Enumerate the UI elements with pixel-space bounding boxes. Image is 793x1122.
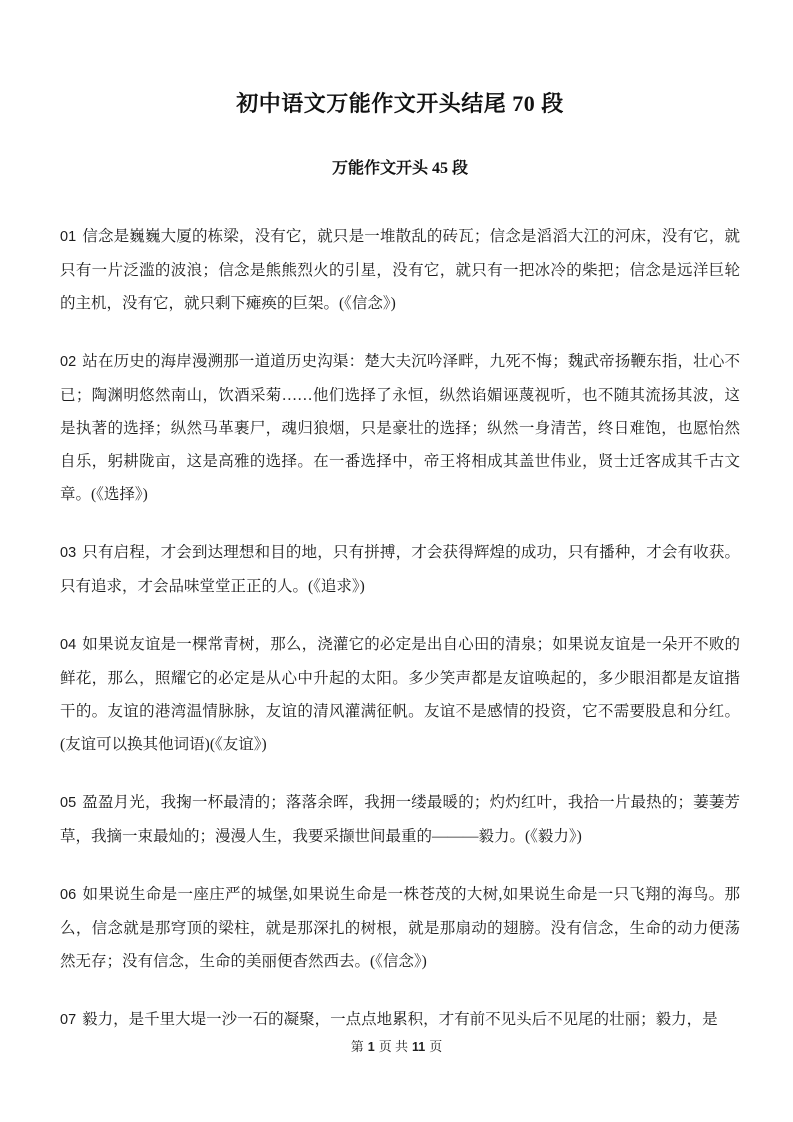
paragraph-text: 只有启程，才会到达理想和目的地，只有拼搏，才会获得辉煌的成功，只有播种，才会有收获。只有追求，才会品味堂堂正正的人。(《追求》) <box>60 544 740 595</box>
essay-paragraph-02 <box>60 345 740 511</box>
essay-paragraph-05 <box>60 786 740 853</box>
footer-middle: 页 共 <box>378 1039 408 1054</box>
page-number-footer <box>0 1038 793 1056</box>
paragraph-number: 04 <box>60 637 77 653</box>
paragraph-number: 06 <box>60 887 77 903</box>
total-page-count: 11 <box>412 1040 426 1054</box>
footer-prefix: 第 <box>350 1039 364 1054</box>
paragraph-number: 07 <box>60 1012 77 1028</box>
essay-paragraph-01 <box>60 220 740 320</box>
paragraph-number: 03 <box>60 545 77 561</box>
paragraph-text: 盈盈月光，我掬一杯最清的；落落余晖，我拥一缕最暖的；灼灼红叶，我拾一片最热的；萋萋芳草，我摘一束最灿的；漫漫人生，我要采撷世间最重的———毅力。(《毅力》) <box>60 794 740 845</box>
paragraph-number: 02 <box>60 354 77 370</box>
paragraph-text: 站在历史的海岸漫溯那一道道历史沟渠：楚大夫沉吟泽畔，九死不悔；魏武帝扬鞭东指，壮心不已；陶渊明悠然南山，饮酒采菊……他们选择了永恒，纵然谄媚诬蔑视听，也不随其流扬其波，这是执著的选择；纵然马革裹尸，魂归狼烟，只是豪壮的选择；纵然一身清苦，终日难饱，也愿怡然自乐，躬耕陇亩，这是高雅的选择。在一番选择中，帝王将相成其盖世伟业，贤士迁客成其千古文章。(《选择》) <box>60 353 740 503</box>
document-body <box>60 220 740 1037</box>
essay-paragraph-07 <box>60 1003 740 1037</box>
current-page-number: 1 <box>367 1040 375 1054</box>
essay-paragraph-06 <box>60 878 740 978</box>
paragraph-number: 01 <box>60 229 77 245</box>
document-title: 初中语文万能作文开头结尾 70 段 <box>236 91 564 116</box>
paragraph-text: 毅力，是千里大堤一沙一石的凝聚，一点点地累积，才有前不见头后不见尾的壮丽；毅力，是 <box>82 1011 718 1028</box>
section-subtitle: 万能作文开头 45 段 <box>331 160 468 177</box>
paragraph-text: 如果说友谊是一棵常青树，那么，浇灌它的必定是出自心田的清泉；如果说友谊是一朵开不败的鲜花，那么，照耀它的必定是从心中升起的太阳。多少笑声都是友谊唤起的，多少眼泪都是友谊揩干的。友谊的港湾温情脉脉，友谊的清风灌满征帆。友谊不是感情的投资，它不需要股息和分红。(友谊可以换其他词语)(《友谊》) <box>60 636 740 753</box>
essay-paragraph-04 <box>60 628 740 761</box>
essay-paragraph-03 <box>60 536 740 603</box>
paragraph-text: 信念是巍巍大厦的栋梁，没有它，就只是一堆散乱的砖瓦；信念是滔滔大江的河床，没有它，就只有一片泛滥的波浪；信念是熊熊烈火的引星，没有它，就只有一把冰冷的柴把；信念是远洋巨轮的主机，没有它，就只剩下瘫痪的巨架。(《信念》) <box>60 228 740 312</box>
footer-suffix: 页 <box>429 1039 443 1054</box>
paragraph-number: 05 <box>60 795 77 811</box>
paragraph-text: 如果说生命是一座庄严的城堡,如果说生命是一株苍茂的大树,如果说生命是一只飞翔的海鸟。那么，信念就是那穹顶的梁柱，就是那深扎的树根，就是那扇动的翅膀。没有信念，生命的动力便荡然无存；没有信念，生命的美丽便杳然西去。(《信念》) <box>60 886 740 970</box>
